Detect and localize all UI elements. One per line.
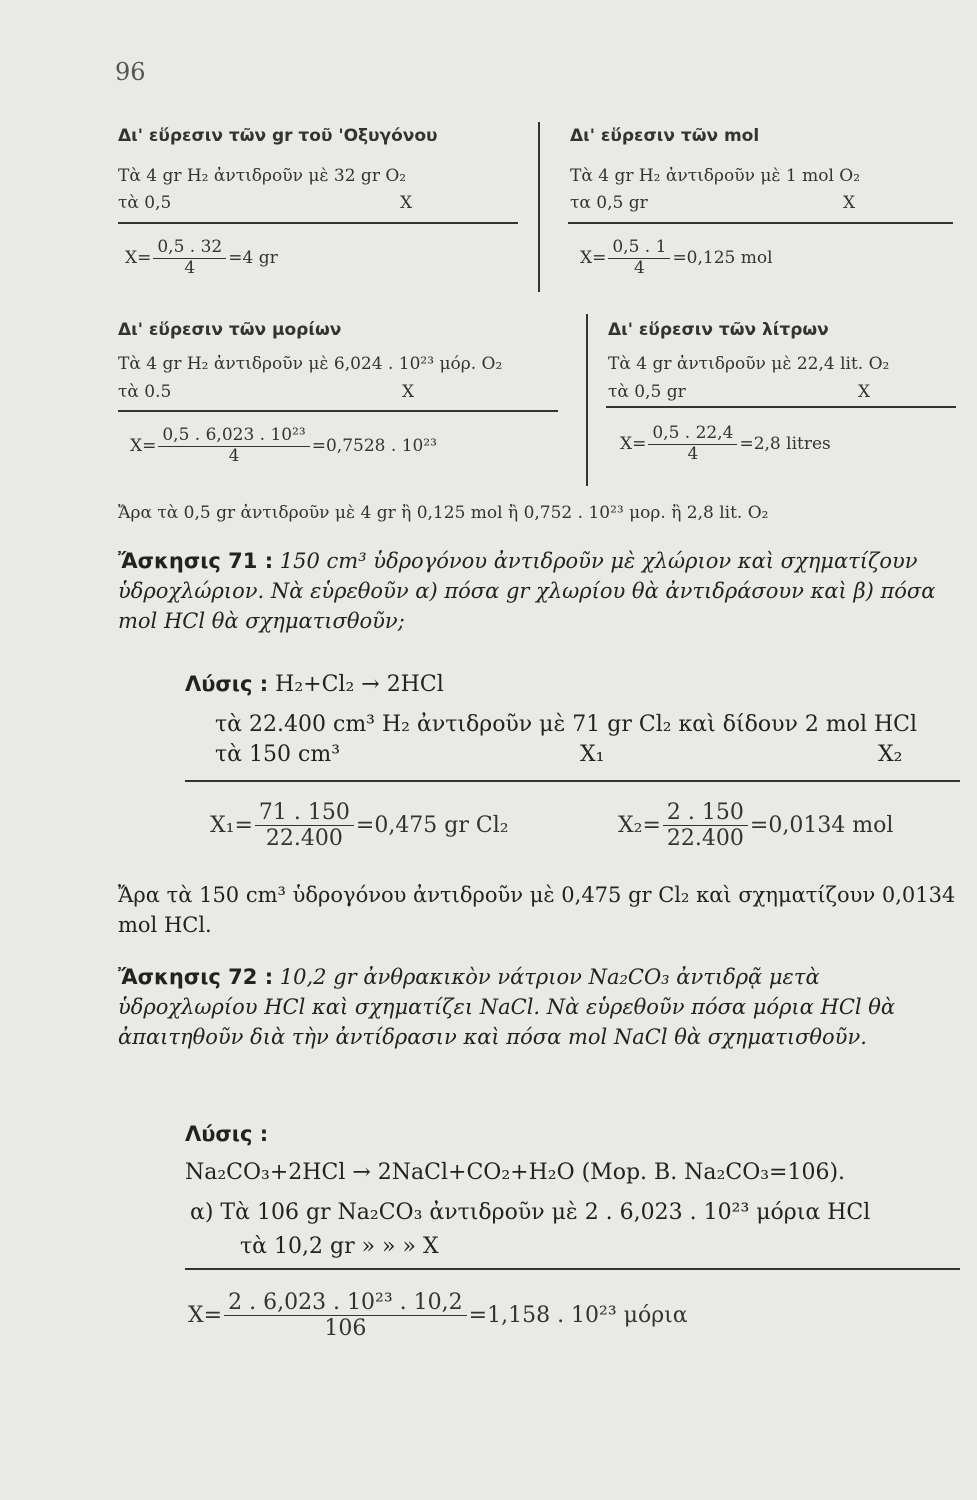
x-symbol: X= bbox=[125, 248, 152, 269]
exercise-71 bbox=[118, 546, 960, 636]
x-symbol: X= bbox=[620, 434, 647, 455]
denominator: 22.400 bbox=[265, 826, 343, 852]
block-litres-line1: Τὰ 4 gr ἀντιδροῦν μὲ 22,4 lit. O₂ bbox=[608, 354, 890, 374]
numerator: 71 . 150 bbox=[255, 800, 354, 826]
exercise-71-line1: τὰ 22.400 cm³ H₂ ἀντιδροῦν μὲ 71 gr Cl₂ καὶ δίδουν 2 mol HCl bbox=[215, 712, 918, 737]
denominator: 4 bbox=[228, 445, 240, 466]
exercise-72-formula bbox=[188, 1290, 688, 1342]
result: =0,7528 . 10²³ bbox=[311, 436, 437, 457]
block-molecules-formula bbox=[130, 426, 437, 466]
exercise-72 bbox=[118, 962, 960, 1052]
exercise-71-x1-formula bbox=[210, 800, 509, 852]
result: =0,475 gr Cl₂ bbox=[355, 813, 509, 839]
x2-symbol: X₂= bbox=[618, 813, 661, 839]
block-oxygen-formula bbox=[125, 238, 278, 278]
block-mol-rule bbox=[568, 222, 953, 224]
summary-line: Ἄρα τὰ 0,5 gr ἀντιδροῦν μὲ 4 gr ἢ 0,125 mol ἢ 0,752 . 10²³ μορ. ἢ 2,8 lit. O₂ bbox=[118, 503, 769, 523]
block-mol-line2-right: X bbox=[843, 193, 856, 213]
result: =2,8 litres bbox=[739, 434, 831, 455]
result: =1,158 . 10²³ μόρια bbox=[468, 1303, 688, 1329]
block-molecules-rule bbox=[118, 410, 558, 412]
result: =0,125 mol bbox=[672, 248, 773, 269]
column-divider-bottom bbox=[586, 314, 588, 486]
block-mol-line1: Τὰ 4 gr H₂ ἀντιδροῦν μὲ 1 mol O₂ bbox=[570, 166, 861, 186]
block-mol-formula bbox=[580, 238, 773, 278]
block-molecules-line2-right: X bbox=[402, 382, 415, 402]
denominator: 106 bbox=[324, 1316, 367, 1342]
denominator: 22.400 bbox=[666, 826, 744, 852]
exercise-71-line2-a: τὰ 150 cm³ bbox=[215, 742, 341, 767]
block-oxygen-rule bbox=[118, 222, 518, 224]
block-molecules-title: Δι' εὕρεσιν τῶν μορίων bbox=[118, 320, 342, 340]
numerator: 0,5 . 6,023 . 10²³ bbox=[158, 426, 309, 447]
exercise-72-line-a: α) Τὰ 106 gr Na₂CO₃ ἀντιδροῦν μὲ 2 . 6,023 . 10²³ μόρια HCl bbox=[190, 1200, 871, 1225]
exercise-71-line2-b: X₁ bbox=[580, 742, 605, 767]
exercise-72-solution-label: Λύσις : bbox=[185, 1122, 269, 1146]
x1-symbol: X₁= bbox=[210, 813, 253, 839]
denominator: 4 bbox=[184, 257, 196, 278]
x-symbol: X= bbox=[130, 436, 157, 457]
exercise-72-label: Ἄσκησις 72 : bbox=[118, 965, 274, 989]
block-molecules-line2-left: τὰ 0.5 bbox=[118, 382, 172, 402]
exercise-71-line2-c: X₂ bbox=[878, 742, 903, 767]
denominator: 4 bbox=[687, 443, 699, 464]
numerator: 0,5 . 32 bbox=[153, 238, 226, 259]
denominator: 4 bbox=[633, 257, 645, 278]
block-litres-title: Δι' εὕρεσιν τῶν λίτρων bbox=[608, 320, 829, 340]
block-litres-line2-left: τὰ 0,5 gr bbox=[608, 382, 686, 402]
exercise-71-text: 150 cm³ ὑδρογόνου ἀντιδροῦν μὲ χλώριον καὶ σχηματίζουν ὑδροχλώριον. Νὰ εὑρεθοῦν α) πόσα gr χλωρίου θὰ ἀντιδράσουν καὶ β) πόσα mol HCl θὰ σχηματισθοῦν; bbox=[118, 549, 936, 633]
block-mol-title: Δι' εὕρεσιν τῶν mol bbox=[570, 126, 760, 146]
exercise-71-x2-formula bbox=[618, 800, 893, 852]
block-oxygen-line2-right: X bbox=[400, 193, 413, 213]
result: =4 gr bbox=[228, 248, 278, 269]
exercise-71-rule bbox=[185, 780, 960, 782]
block-molecules-line1: Τὰ 4 gr H₂ ἀντιδροῦν μὲ 6,024 . 10²³ μόρ. O₂ bbox=[118, 354, 503, 374]
block-oxygen-line1: Τὰ 4 gr H₂ ἀντιδροῦν μὲ 32 gr O₂ bbox=[118, 166, 407, 186]
result: =0,0134 mol bbox=[749, 813, 894, 839]
numerator: 0,5 . 1 bbox=[608, 238, 670, 259]
exercise-72-rule bbox=[185, 1268, 960, 1270]
block-mol-line2-left: τα 0,5 gr bbox=[570, 193, 648, 213]
block-litres-formula bbox=[620, 424, 831, 464]
block-litres-line2-right: X bbox=[858, 382, 871, 402]
solution-label: Λύσις : bbox=[185, 672, 269, 696]
numerator: 2 . 6,023 . 10²³ . 10,2 bbox=[224, 1290, 467, 1316]
column-divider-top bbox=[538, 122, 540, 292]
exercise-71-label: Ἄσκησις 71 : bbox=[118, 549, 274, 573]
page-number: 96 bbox=[115, 58, 146, 86]
block-litres-rule bbox=[606, 406, 956, 408]
exercise-72-equation: Na₂CO₃+2HCl → 2NaCl+CO₂+H₂O (Mop. B. Na₂CO₃=106). bbox=[185, 1160, 846, 1185]
block-oxygen-title: Δι' εὕρεσιν τῶν gr τοῦ 'Οξυγόνου bbox=[118, 126, 438, 146]
equation: H₂+Cl₂ → 2HCl bbox=[275, 672, 444, 697]
exercise-71-conclusion: Ἄρα τὰ 150 cm³ ὑδρογόνου ἀντιδροῦν μὲ 0,475 gr Cl₂ καὶ σχηματίζουν 0,0134 mol HCl. bbox=[118, 883, 956, 937]
x-symbol: X= bbox=[580, 248, 607, 269]
exercise-71-solution bbox=[185, 672, 444, 697]
x-symbol: X= bbox=[188, 1303, 223, 1329]
block-oxygen-line2-left: τὰ 0,5 bbox=[118, 193, 172, 213]
numerator: 0,5 . 22,4 bbox=[648, 424, 737, 445]
numerator: 2 . 150 bbox=[663, 800, 748, 826]
exercise-72-text: 10,2 gr ἀνθρακικὸν νάτριον Na₂CO₃ ἀντιδρᾷ μετὰ ὑδροχλωρίου HCl καὶ σχηματίζει NaCl. Νὰ εὑρεθοῦν πόσα μόρια HCl θὰ ἀπαιτηθοῦν διὰ τὴν ἀντίδρασιν καὶ πόσα mol NaCl θὰ σχηματισθοῦν. bbox=[118, 965, 896, 1049]
exercise-72-line-b: τὰ 10,2 gr » » » X bbox=[240, 1234, 439, 1259]
